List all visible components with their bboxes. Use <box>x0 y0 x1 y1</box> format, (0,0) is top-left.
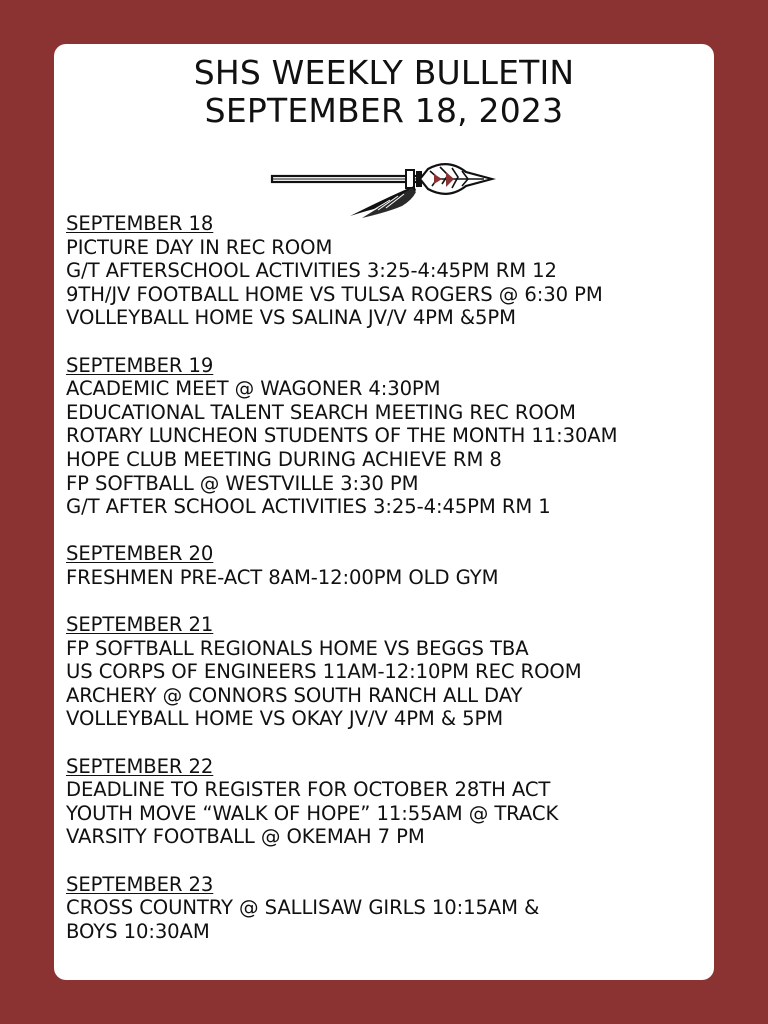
event-item: VOLLEYBALL HOME VS SALINA JV/V 4PM &5PM <box>66 306 516 330</box>
event-item: ACADEMIC MEET @ WAGONER 4:30PM <box>66 377 441 401</box>
day-heading: SEPTEMBER 22 <box>66 754 214 778</box>
event-item: EDUCATIONAL TALENT SEARCH MEETING REC ROOM <box>66 400 576 424</box>
event-item: FP SOFTBALL @ WESTVILLE 3:30 PM <box>66 471 419 495</box>
day-heading: SEPTEMBER 20 <box>66 542 214 566</box>
event-item: FRESHMEN PRE-ACT 8AM-12:00PM OLD GYM <box>66 565 499 589</box>
event-item: G/T AFTERSCHOOL ACTIVITIES 3:25-4:45PM RM 12 <box>66 259 557 283</box>
event-item: VOLLEYBALL HOME VS OKAY JV/V 4PM & 5PM <box>66 707 504 731</box>
event-item: FP SOFTBALL REGIONALS HOME VS BEGGS TBA <box>66 636 529 660</box>
event-item: CROSS COUNTRY @ SALLISAW GIRLS 10:15AM & <box>66 896 540 920</box>
bulletin-card <box>54 44 714 980</box>
schedule-day <box>66 755 708 849</box>
day-heading: SEPTEMBER 18 <box>66 212 214 235</box>
schedule-day <box>66 212 708 330</box>
event-item: BOYS 10:30AM <box>66 919 210 943</box>
event-item: VARSITY FOOTBALL @ OKEMAH 7 PM <box>66 825 425 849</box>
event-item: YOUTH MOVE “WALK OF HOPE” 11:55AM @ TRACK <box>66 801 559 825</box>
event-item: PICTURE DAY IN REC ROOM <box>66 235 333 259</box>
event-item: HOPE CLUB MEETING DURING ACHIEVE RM 8 <box>66 447 502 471</box>
page-title <box>54 54 714 130</box>
schedule-day <box>66 613 708 731</box>
schedule-day <box>66 873 708 944</box>
event-item: DEADLINE TO REGISTER FOR OCTOBER 28TH ACT <box>66 778 551 802</box>
event-item: G/T AFTER SCHOOL ACTIVITIES 3:25-4:45PM RM 1 <box>66 495 551 519</box>
day-heading: SEPTEMBER 23 <box>66 872 214 896</box>
event-item: ROTARY LUNCHEON STUDENTS OF THE MONTH 11:30AM <box>66 424 618 448</box>
schedule-day <box>66 354 708 519</box>
title-line-2: SEPTEMBER 18, 2023 <box>204 91 564 130</box>
schedule-list <box>66 212 708 967</box>
event-item: ARCHERY @ CONNORS SOUTH RANCH ALL DAY <box>66 683 523 707</box>
title-line-1: SHS WEEKLY BULLETIN <box>193 53 575 92</box>
day-heading: SEPTEMBER 21 <box>66 613 214 637</box>
event-item: 9TH/JV FOOTBALL HOME VS TULSA ROGERS @ 6:30 PM <box>66 282 603 306</box>
day-heading: SEPTEMBER 19 <box>66 353 214 377</box>
event-item: US CORPS OF ENGINEERS 11AM-12:10PM REC ROOM <box>66 660 582 684</box>
schedule-day <box>66 542 708 589</box>
